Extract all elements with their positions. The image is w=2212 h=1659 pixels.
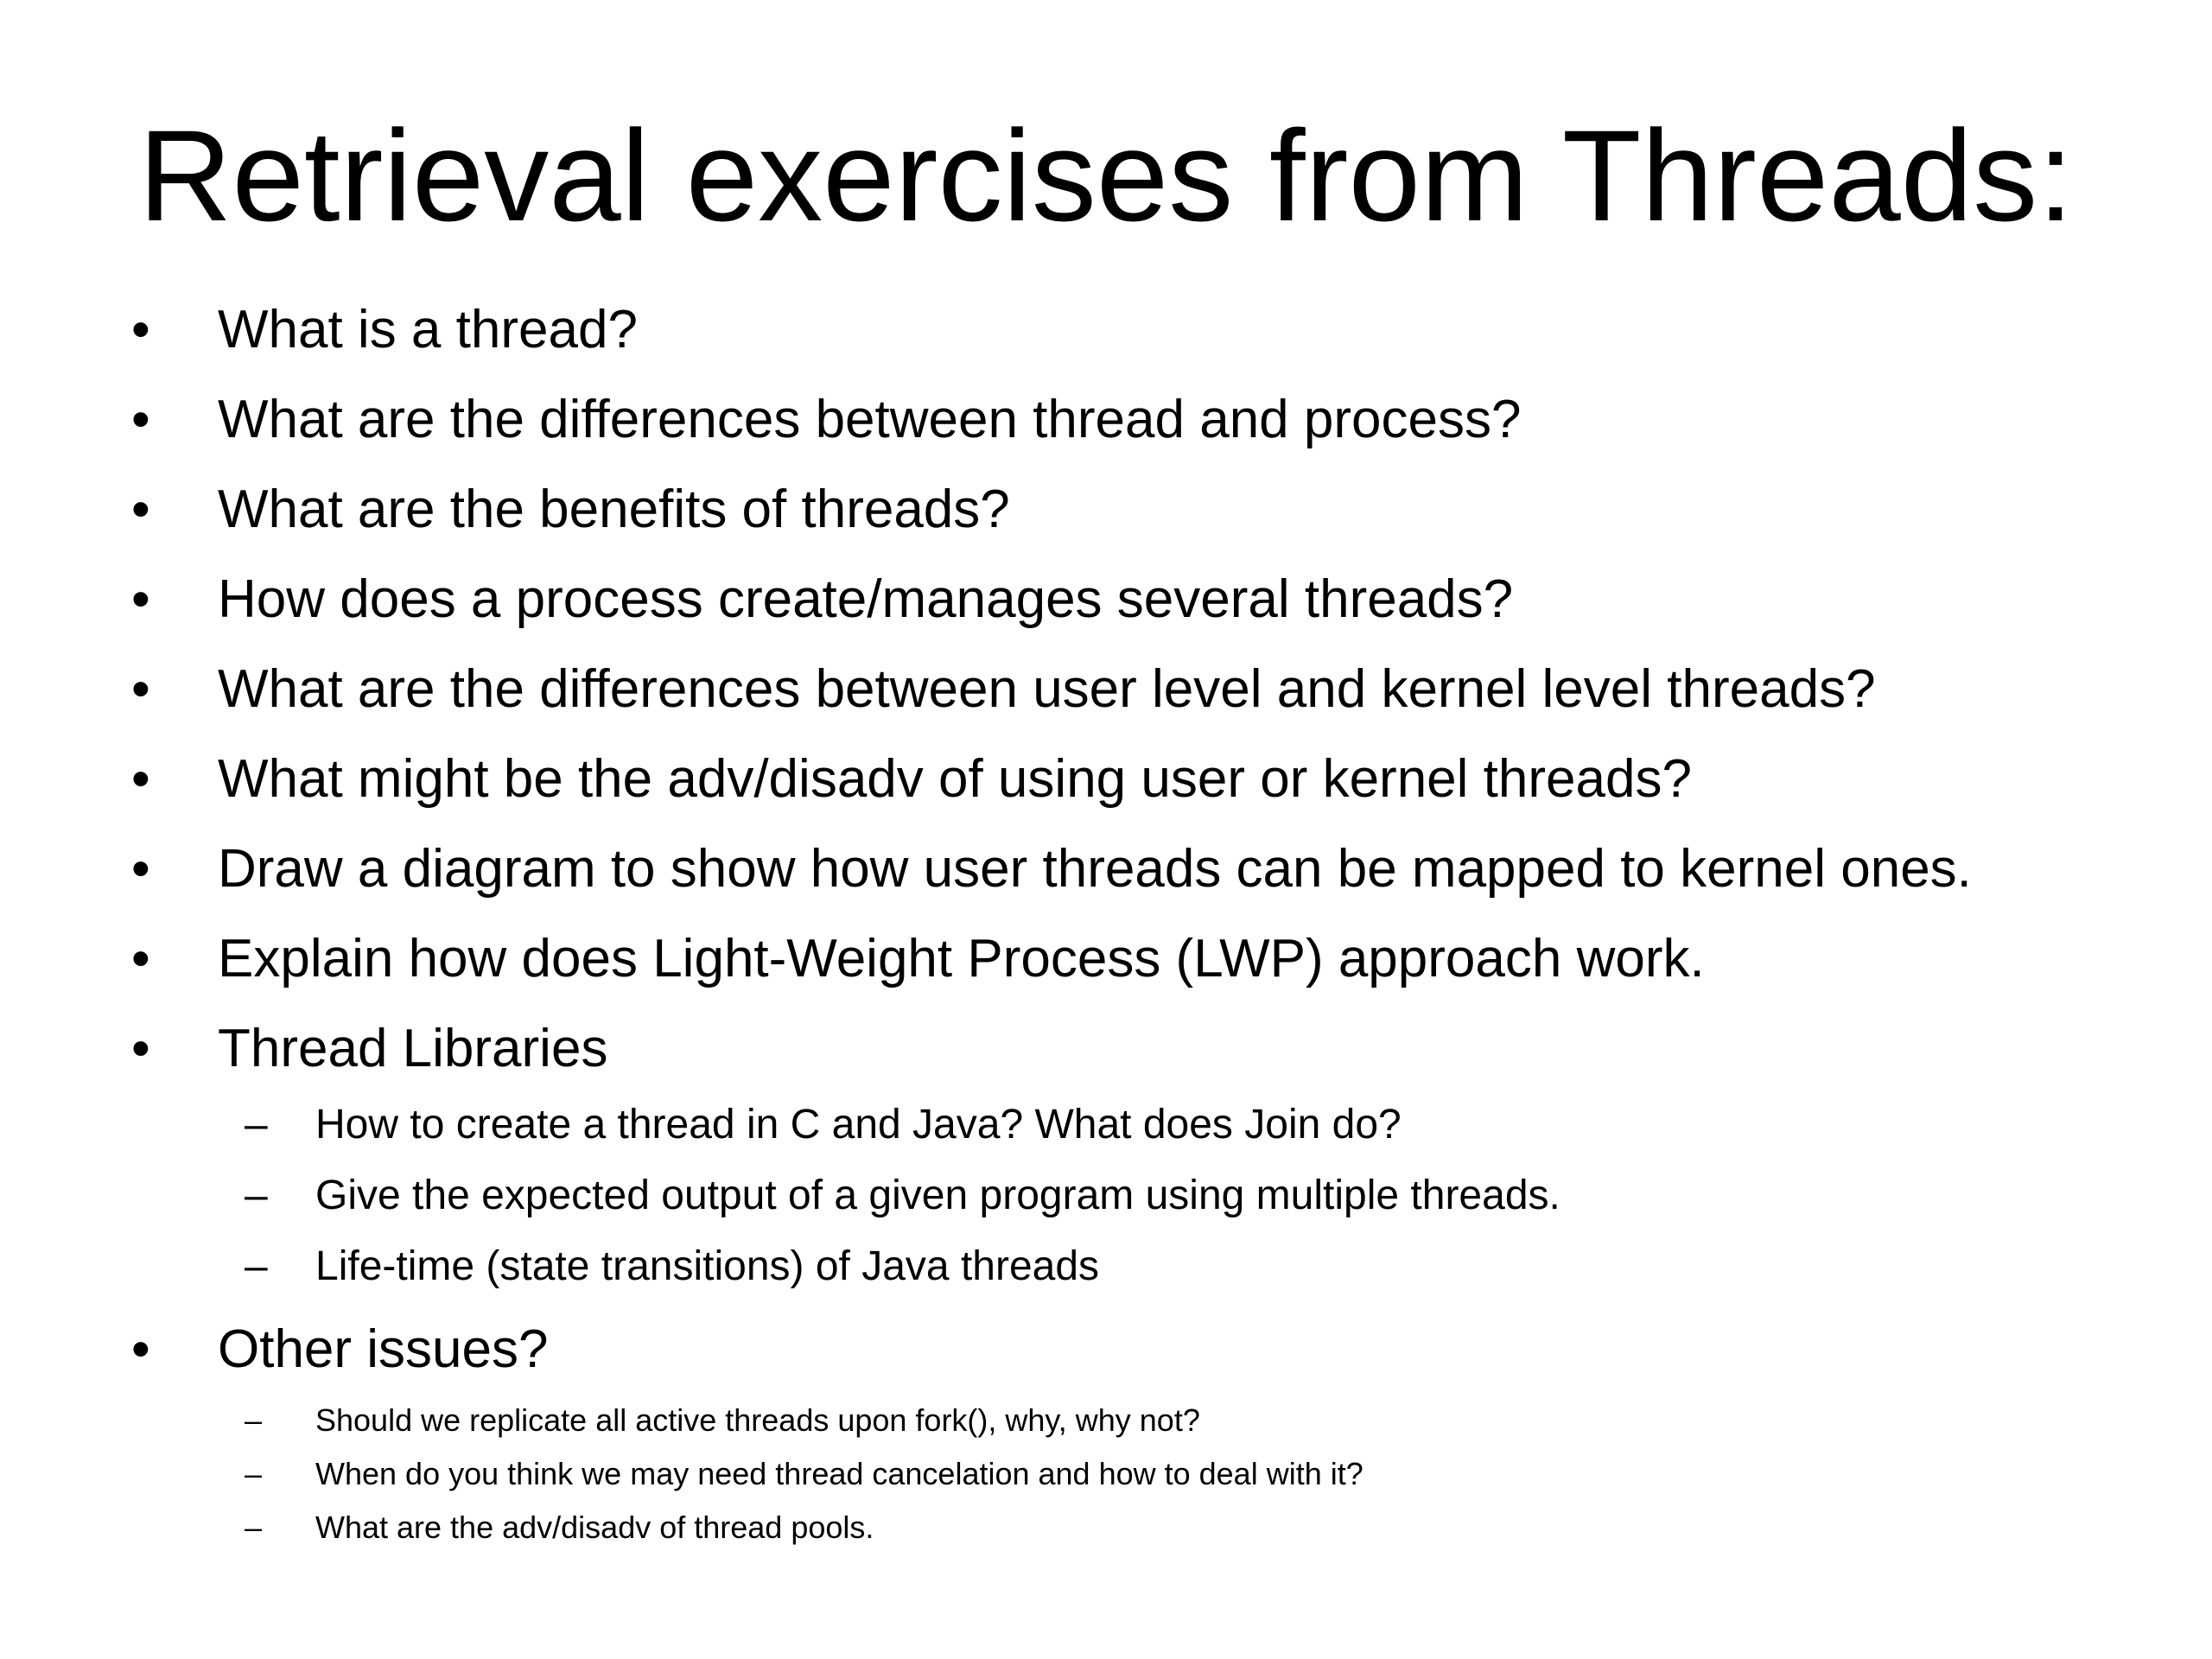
list-item-text: What are the benefits of threads? [218, 480, 1010, 539]
dash-icon: – [245, 1243, 268, 1289]
bullet-icon: • [131, 300, 150, 359]
dash-icon: – [245, 1402, 263, 1438]
bullet-icon: • [131, 929, 150, 988]
dash-icon: – [245, 1456, 263, 1491]
bullet-icon: • [131, 1319, 150, 1379]
sub-list-item-text: What are the adv/disadv of thread pools. [315, 1510, 874, 1545]
list-item-text: What are the differences between user level and kernel level threads? [218, 659, 1876, 719]
dash-icon: – [245, 1102, 268, 1147]
bullet-icon: • [131, 749, 150, 809]
sub-list-item-text: Give the expected output of a given program using multiple threads. [315, 1173, 1560, 1218]
bullet-icon: • [131, 390, 150, 449]
slide-title: Retrieval exercises from Threads: [138, 103, 2074, 248]
bullet-icon: • [131, 480, 150, 539]
sub-list-item-text: How to create a thread in C and Java? What does Join do? [315, 1102, 1402, 1147]
list-item-text: Draw a diagram to show how user threads can be mapped to kernel ones. [218, 839, 1972, 899]
sub-list-item-text: When do you think we may need thread cancelation and how to deal with it? [315, 1456, 1363, 1491]
list-item-text: Other issues? [218, 1319, 549, 1379]
dash-icon: – [245, 1510, 263, 1545]
bullet-icon: • [131, 839, 150, 899]
list-item-text: Thread Libraries [218, 1019, 608, 1078]
list-item-text: How does a process create/manages several threads? [218, 569, 1514, 629]
bullet-icon: • [131, 659, 150, 719]
list-item-text: What are the differences between thread and process? [218, 390, 1522, 449]
bullet-icon: • [131, 569, 150, 629]
sub-list-item-text: Life-time (state transitions) of Java threads [315, 1243, 1100, 1289]
dash-icon: – [245, 1173, 268, 1218]
list-item-text: Explain how does Light-Weight Process (LWP) approach work. [218, 929, 1705, 988]
list-item-text: What is a thread? [218, 300, 638, 359]
list-item-text: What might be the adv/disadv of using user or kernel threads? [218, 749, 1692, 809]
bullet-icon: • [131, 1019, 150, 1078]
sub-list-item-text: Should we replicate all active threads upon fork(), why, why not? [315, 1402, 1200, 1438]
